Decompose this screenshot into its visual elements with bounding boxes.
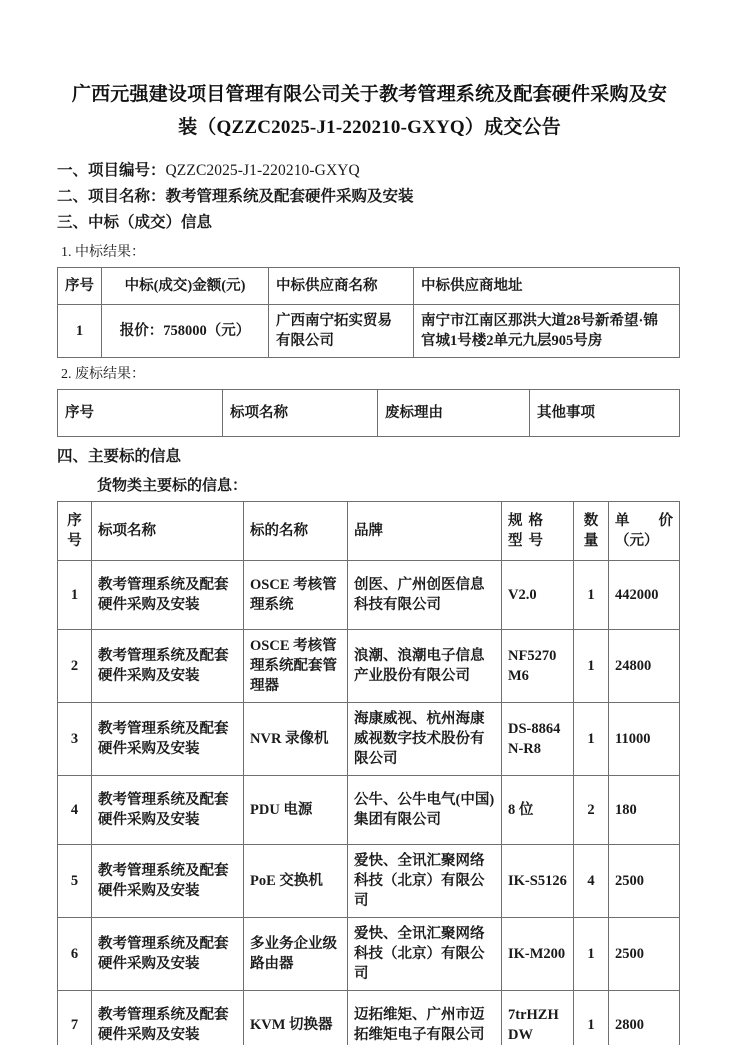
cell-no: 7 bbox=[58, 991, 92, 1045]
cell-qty: 4 bbox=[574, 845, 609, 918]
header-cell-qty bbox=[574, 502, 609, 561]
section-project-number bbox=[57, 158, 682, 184]
cell-unit-price: 442000 bbox=[609, 561, 680, 630]
cell-unit-price: 2500 bbox=[609, 845, 680, 918]
cell-brand: 创医、广州创医信息科技有限公司 bbox=[348, 561, 502, 630]
cell-unit-price: 11000 bbox=[609, 703, 680, 776]
cell-amount: 报价：758000（元） bbox=[102, 305, 269, 358]
cell-spec: NF5270M6 bbox=[502, 630, 574, 703]
cell-unit-price: 2800 bbox=[609, 991, 680, 1045]
header-cell-address: 中标供应商地址 bbox=[414, 268, 680, 305]
cell-spec: IK-M200 bbox=[502, 918, 574, 991]
main-items-table bbox=[57, 501, 680, 1045]
table-header-row bbox=[58, 502, 680, 561]
header-cell-amount: 中标(成交)金额(元) bbox=[102, 268, 269, 305]
cell-item-name: KVM 切换器 bbox=[244, 991, 348, 1045]
cell-brand: 公牛、公牛电气(中国)集团有限公司 bbox=[348, 776, 502, 845]
cell-qty: 1 bbox=[574, 991, 609, 1045]
void-result-caption: 2. 废标结果： bbox=[61, 367, 145, 382]
cell-brand: 爱快、全讯汇聚网络科技（北京）有限公司 bbox=[348, 918, 502, 991]
cell-item-name: NVR 录像机 bbox=[244, 703, 348, 776]
table-row bbox=[58, 918, 680, 991]
cell-qty: 1 bbox=[574, 703, 609, 776]
cell-brand: 迈拓维矩、广州市迈拓维矩电子有限公司 bbox=[348, 991, 502, 1045]
header-qty-char2: 量 bbox=[583, 533, 599, 549]
cell-lot-name: 教考管理系统及配套硬件采购及安装 bbox=[92, 561, 244, 630]
cell-address: 南宁市江南区那洪大道28号新希望·锦官城1号楼2单元九层905号房 bbox=[414, 305, 680, 358]
section-project-name-value: 教考管理系统及配套硬件采购及安装 bbox=[165, 188, 414, 205]
table-row bbox=[58, 305, 680, 358]
table-row bbox=[58, 630, 680, 703]
cell-no: 5 bbox=[58, 845, 92, 918]
cell-lot-name: 教考管理系统及配套硬件采购及安装 bbox=[92, 918, 244, 991]
cell-no: 4 bbox=[58, 776, 92, 845]
cell-item-name: OSCE 考核管理系统配套管理器 bbox=[244, 630, 348, 703]
header-cell-supplier: 中标供应商名称 bbox=[269, 268, 414, 305]
cell-qty: 1 bbox=[574, 561, 609, 630]
table-header-row bbox=[58, 390, 680, 437]
cell-lot-name: 教考管理系统及配套硬件采购及安装 bbox=[92, 845, 244, 918]
header-cell-other: 其他事项 bbox=[530, 390, 680, 437]
award-result-caption: 1. 中标结果： bbox=[61, 245, 145, 260]
cell-qty: 2 bbox=[574, 776, 609, 845]
table-header-row bbox=[58, 268, 680, 305]
header-cell-no bbox=[58, 502, 92, 561]
award-result-table bbox=[57, 267, 680, 358]
cell-no: 1 bbox=[58, 561, 92, 630]
header-qty-char1: 数 bbox=[583, 513, 599, 529]
cell-unit-price: 180 bbox=[609, 776, 680, 845]
section-project-name bbox=[57, 184, 682, 210]
header-unit-price-line1: 单价 bbox=[615, 513, 673, 529]
table-row bbox=[58, 991, 680, 1045]
header-spec-label: 规格型号 bbox=[508, 513, 549, 549]
cell-qty: 1 bbox=[574, 918, 609, 991]
header-cell-no: 序号 bbox=[58, 268, 102, 305]
cell-brand: 海康威视、杭州海康威视数字技术股份有限公司 bbox=[348, 703, 502, 776]
header-cell-spec bbox=[502, 502, 574, 561]
cell-spec: DS-8864N-R8 bbox=[502, 703, 574, 776]
document-content bbox=[57, 78, 682, 1045]
cell-lot-name: 教考管理系统及配套硬件采购及安装 bbox=[92, 991, 244, 1045]
cell-no: 2 bbox=[58, 630, 92, 703]
cell-supplier: 广西南宁拓实贸易有限公司 bbox=[269, 305, 414, 358]
section-main-items-heading: 四、主要标的信息 bbox=[57, 448, 182, 465]
cell-no: 3 bbox=[58, 703, 92, 776]
cell-spec: IK-S5126 bbox=[502, 845, 574, 918]
void-result-table bbox=[57, 389, 680, 437]
cell-spec: 7trHZHDW bbox=[502, 991, 574, 1045]
cell-lot-name: 教考管理系统及配套硬件采购及安装 bbox=[92, 630, 244, 703]
header-cell-unit-price bbox=[609, 502, 680, 561]
items-table-caption: 货物类主要标的信息： bbox=[97, 478, 248, 494]
header-no-char1: 序 bbox=[67, 513, 82, 529]
table-row bbox=[58, 845, 680, 918]
table-row bbox=[58, 776, 680, 845]
cell-qty: 1 bbox=[574, 630, 609, 703]
cell-unit-price: 2500 bbox=[609, 918, 680, 991]
header-cell-no: 序号 bbox=[58, 390, 223, 437]
cell-brand: 爱快、全讯汇聚网络科技（北京）有限公司 bbox=[348, 845, 502, 918]
cell-lot-name: 教考管理系统及配套硬件采购及安装 bbox=[92, 703, 244, 776]
cell-lot-name: 教考管理系统及配套硬件采购及安装 bbox=[92, 776, 244, 845]
cell-spec: V2.0 bbox=[502, 561, 574, 630]
cell-item-name: OSCE 考核管理系统 bbox=[244, 561, 348, 630]
cell-item-name: 多业务企业级路由器 bbox=[244, 918, 348, 991]
cell-no: 6 bbox=[58, 918, 92, 991]
header-cell-item-name: 标的名称 bbox=[244, 502, 348, 561]
section-project-number-label: 一、项目编号： bbox=[57, 162, 166, 179]
table-row bbox=[58, 703, 680, 776]
cell-unit-price: 24800 bbox=[609, 630, 680, 703]
cell-no: 1 bbox=[58, 305, 102, 358]
header-no-char2: 号 bbox=[67, 533, 82, 549]
section-project-number-value: QZZC2025-J1-220210-GXYQ bbox=[165, 162, 360, 179]
header-cell-lot-name: 标项名称 bbox=[223, 390, 378, 437]
cell-item-name: PDU 电源 bbox=[244, 776, 348, 845]
cell-item-name: PoE 交换机 bbox=[244, 845, 348, 918]
header-cell-lot-name: 标项名称 bbox=[92, 502, 244, 561]
page-title: 广西元强建设项目管理有限公司关于教考管理系统及配套硬件采购及安装（QZZC2025-J1-220210-GXYQ）成交公告 bbox=[71, 84, 668, 138]
section-award-info-heading: 三、中标（成交）信息 bbox=[57, 214, 213, 231]
section-project-name-label: 二、项目名称： bbox=[57, 188, 166, 205]
header-unit-price-line2: （元） bbox=[615, 533, 659, 549]
cell-spec: 8 位 bbox=[502, 776, 574, 845]
header-cell-brand: 品牌 bbox=[348, 502, 502, 561]
cell-brand: 浪潮、浪潮电子信息产业股份有限公司 bbox=[348, 630, 502, 703]
header-cell-void-reason: 废标理由 bbox=[378, 390, 530, 437]
table-row bbox=[58, 561, 680, 630]
